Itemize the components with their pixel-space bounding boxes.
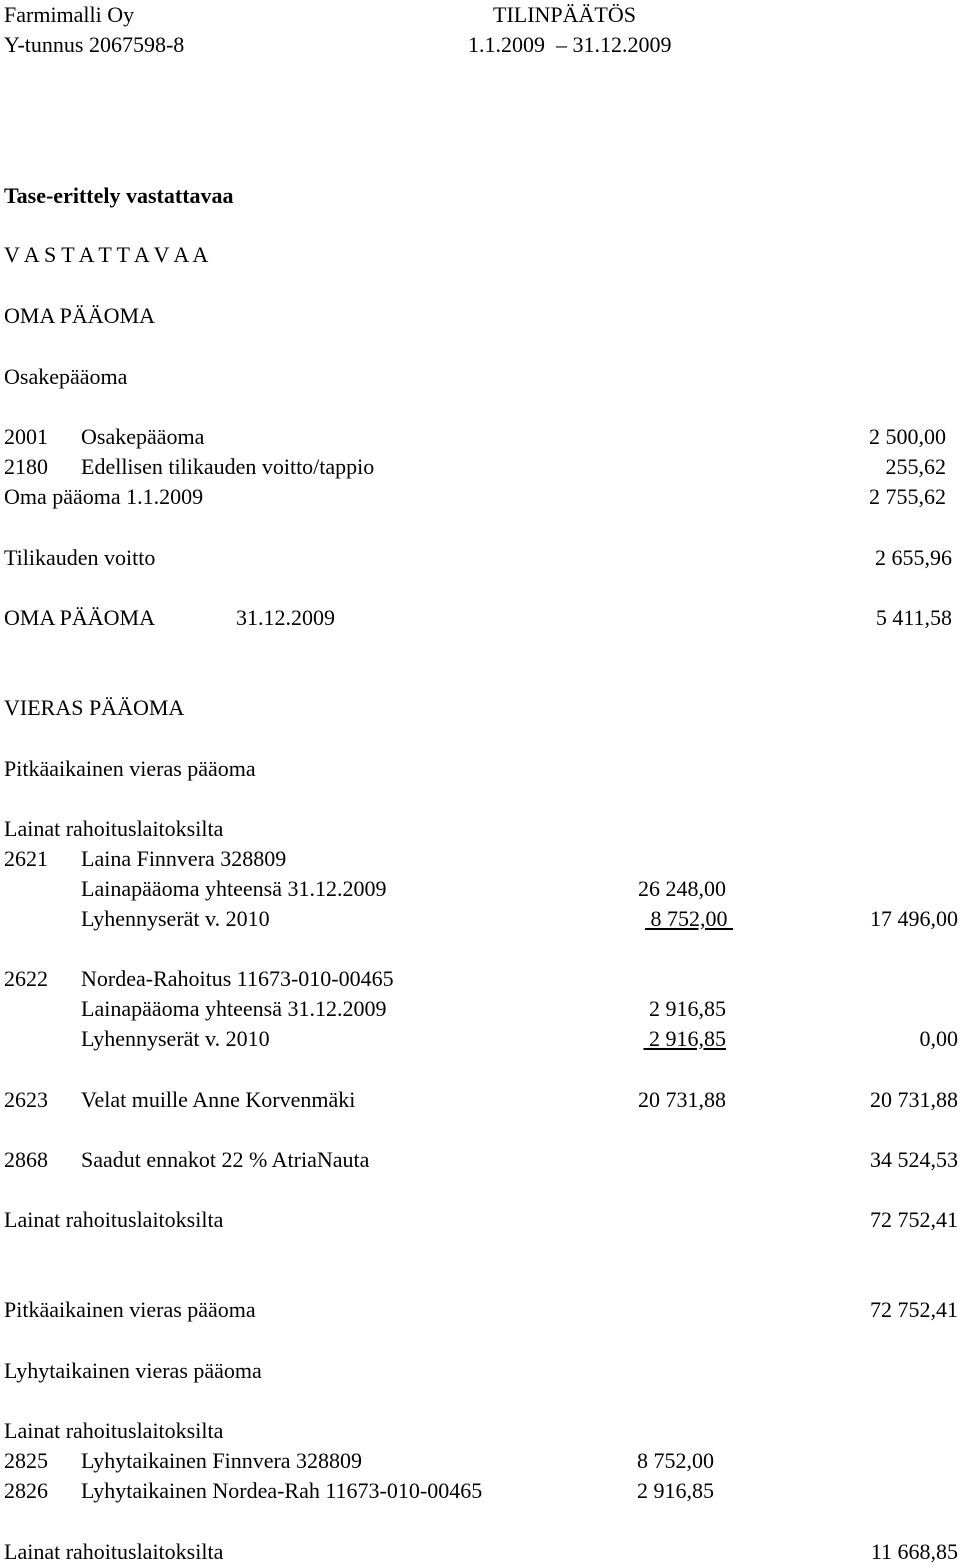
equity-subheading: Osakepääoma [4,364,128,389]
page-title: Tase-erittely vastattavaa [4,183,234,208]
account-amount: 20 731,88 [870,1087,958,1112]
account-amount: 255,62 [885,454,946,479]
business-id: Y-tunnus 2067598-8 [4,32,185,57]
short-total-amount: 11 668,85 [870,1539,958,1564]
profit-amount: 2 655,96 [875,545,952,570]
loan-instalment-label: Lyhennyserät v. 2010 [81,1026,270,1051]
loan-balance: 0,00 [919,1026,958,1051]
account-code: 2621 [4,846,48,871]
profit-label: Tilikauden voitto [4,545,156,570]
section-heading-vastattavaa: V A S T A T T A V A A [4,242,209,267]
account-label: Lyhytaikainen Finnvera 328809 [81,1448,363,1473]
account-label: Lyhytaikainen Nordea-Rah 11673-010-00465 [81,1478,483,1503]
account-label: Velat muille Anne Korvenmäki [81,1087,356,1112]
account-label: Osakepääoma [81,424,205,449]
short-total-label: Lainat rahoituslaitoksilta [4,1539,224,1564]
loan-name: Laina Finnvera 328809 [81,846,287,871]
account-label: Saadut ennakot 22 % AtriaNauta [81,1147,370,1172]
account-amount: 2 916,85 [637,1478,714,1503]
loan-principal-label: Lainapääoma yhteensä 31.12.2009 [81,876,387,901]
account-code: 2868 [4,1147,48,1172]
account-code: 2180 [4,454,48,479]
company-name: Farmimalli Oy [4,2,135,27]
loan-instalment-label: Lyhennyserät v. 2010 [81,906,270,931]
loan-principal-label: Lainapääoma yhteensä 31.12.2009 [81,996,387,1021]
account-code: 2001 [4,424,48,449]
long-term-total-amount: 72 752,41 [870,1297,958,1322]
account-amount: 34 524,53 [870,1147,958,1172]
short-loans-heading: Lainat rahoituslaitoksilta [4,1418,224,1443]
account-amount: 2 500,00 [869,424,946,449]
equity-total-amount: 5 411,58 [875,605,952,630]
loan-balance: 17 496,00 [870,906,958,931]
equity-total-label: OMA PÄÄOMA [4,605,155,630]
loans-total-label: Lainat rahoituslaitoksilta [4,1207,224,1232]
account-mid-amount: 20 731,88 [638,1087,726,1112]
loans-heading: Lainat rahoituslaitoksilta [4,816,224,841]
document-title: TILINPÄÄTÖS [493,2,636,27]
account-code: 2623 [4,1087,48,1112]
short-term-heading: Lyhytaikainen vieras pääoma [4,1358,262,1383]
account-code: 2826 [4,1478,48,1503]
account-code: 2622 [4,966,48,991]
equity-total-date: 31.12.2009 [236,605,335,630]
opening-equity-amount: 2 755,62 [869,484,946,509]
account-amount: 8 752,00 [637,1448,714,1473]
loan-instalment: 8 752,00 [645,906,733,931]
opening-equity-label: Oma pääoma 1.1.2009 [4,484,204,509]
loan-instalment: 2 916,85 [643,1026,726,1051]
long-term-total-label: Pitkäaikainen vieras pääoma [4,1297,256,1322]
loan-name: Nordea-Rahoitus 11673-010-00465 [81,966,394,991]
account-code: 2825 [4,1448,48,1473]
equity-heading: OMA PÄÄOMA [4,303,155,328]
loans-total-amount: 72 752,41 [870,1207,958,1232]
loan-principal: 26 248,00 [638,876,726,901]
long-term-heading: Pitkäaikainen vieras pääoma [4,756,256,781]
fiscal-period: 1.1.2009 – 31.12.2009 [468,32,672,57]
account-label: Edellisen tilikauden voitto/tappio [81,454,375,479]
liabilities-heading: VIERAS PÄÄOMA [4,695,185,720]
loan-principal: 2 916,85 [649,996,726,1021]
